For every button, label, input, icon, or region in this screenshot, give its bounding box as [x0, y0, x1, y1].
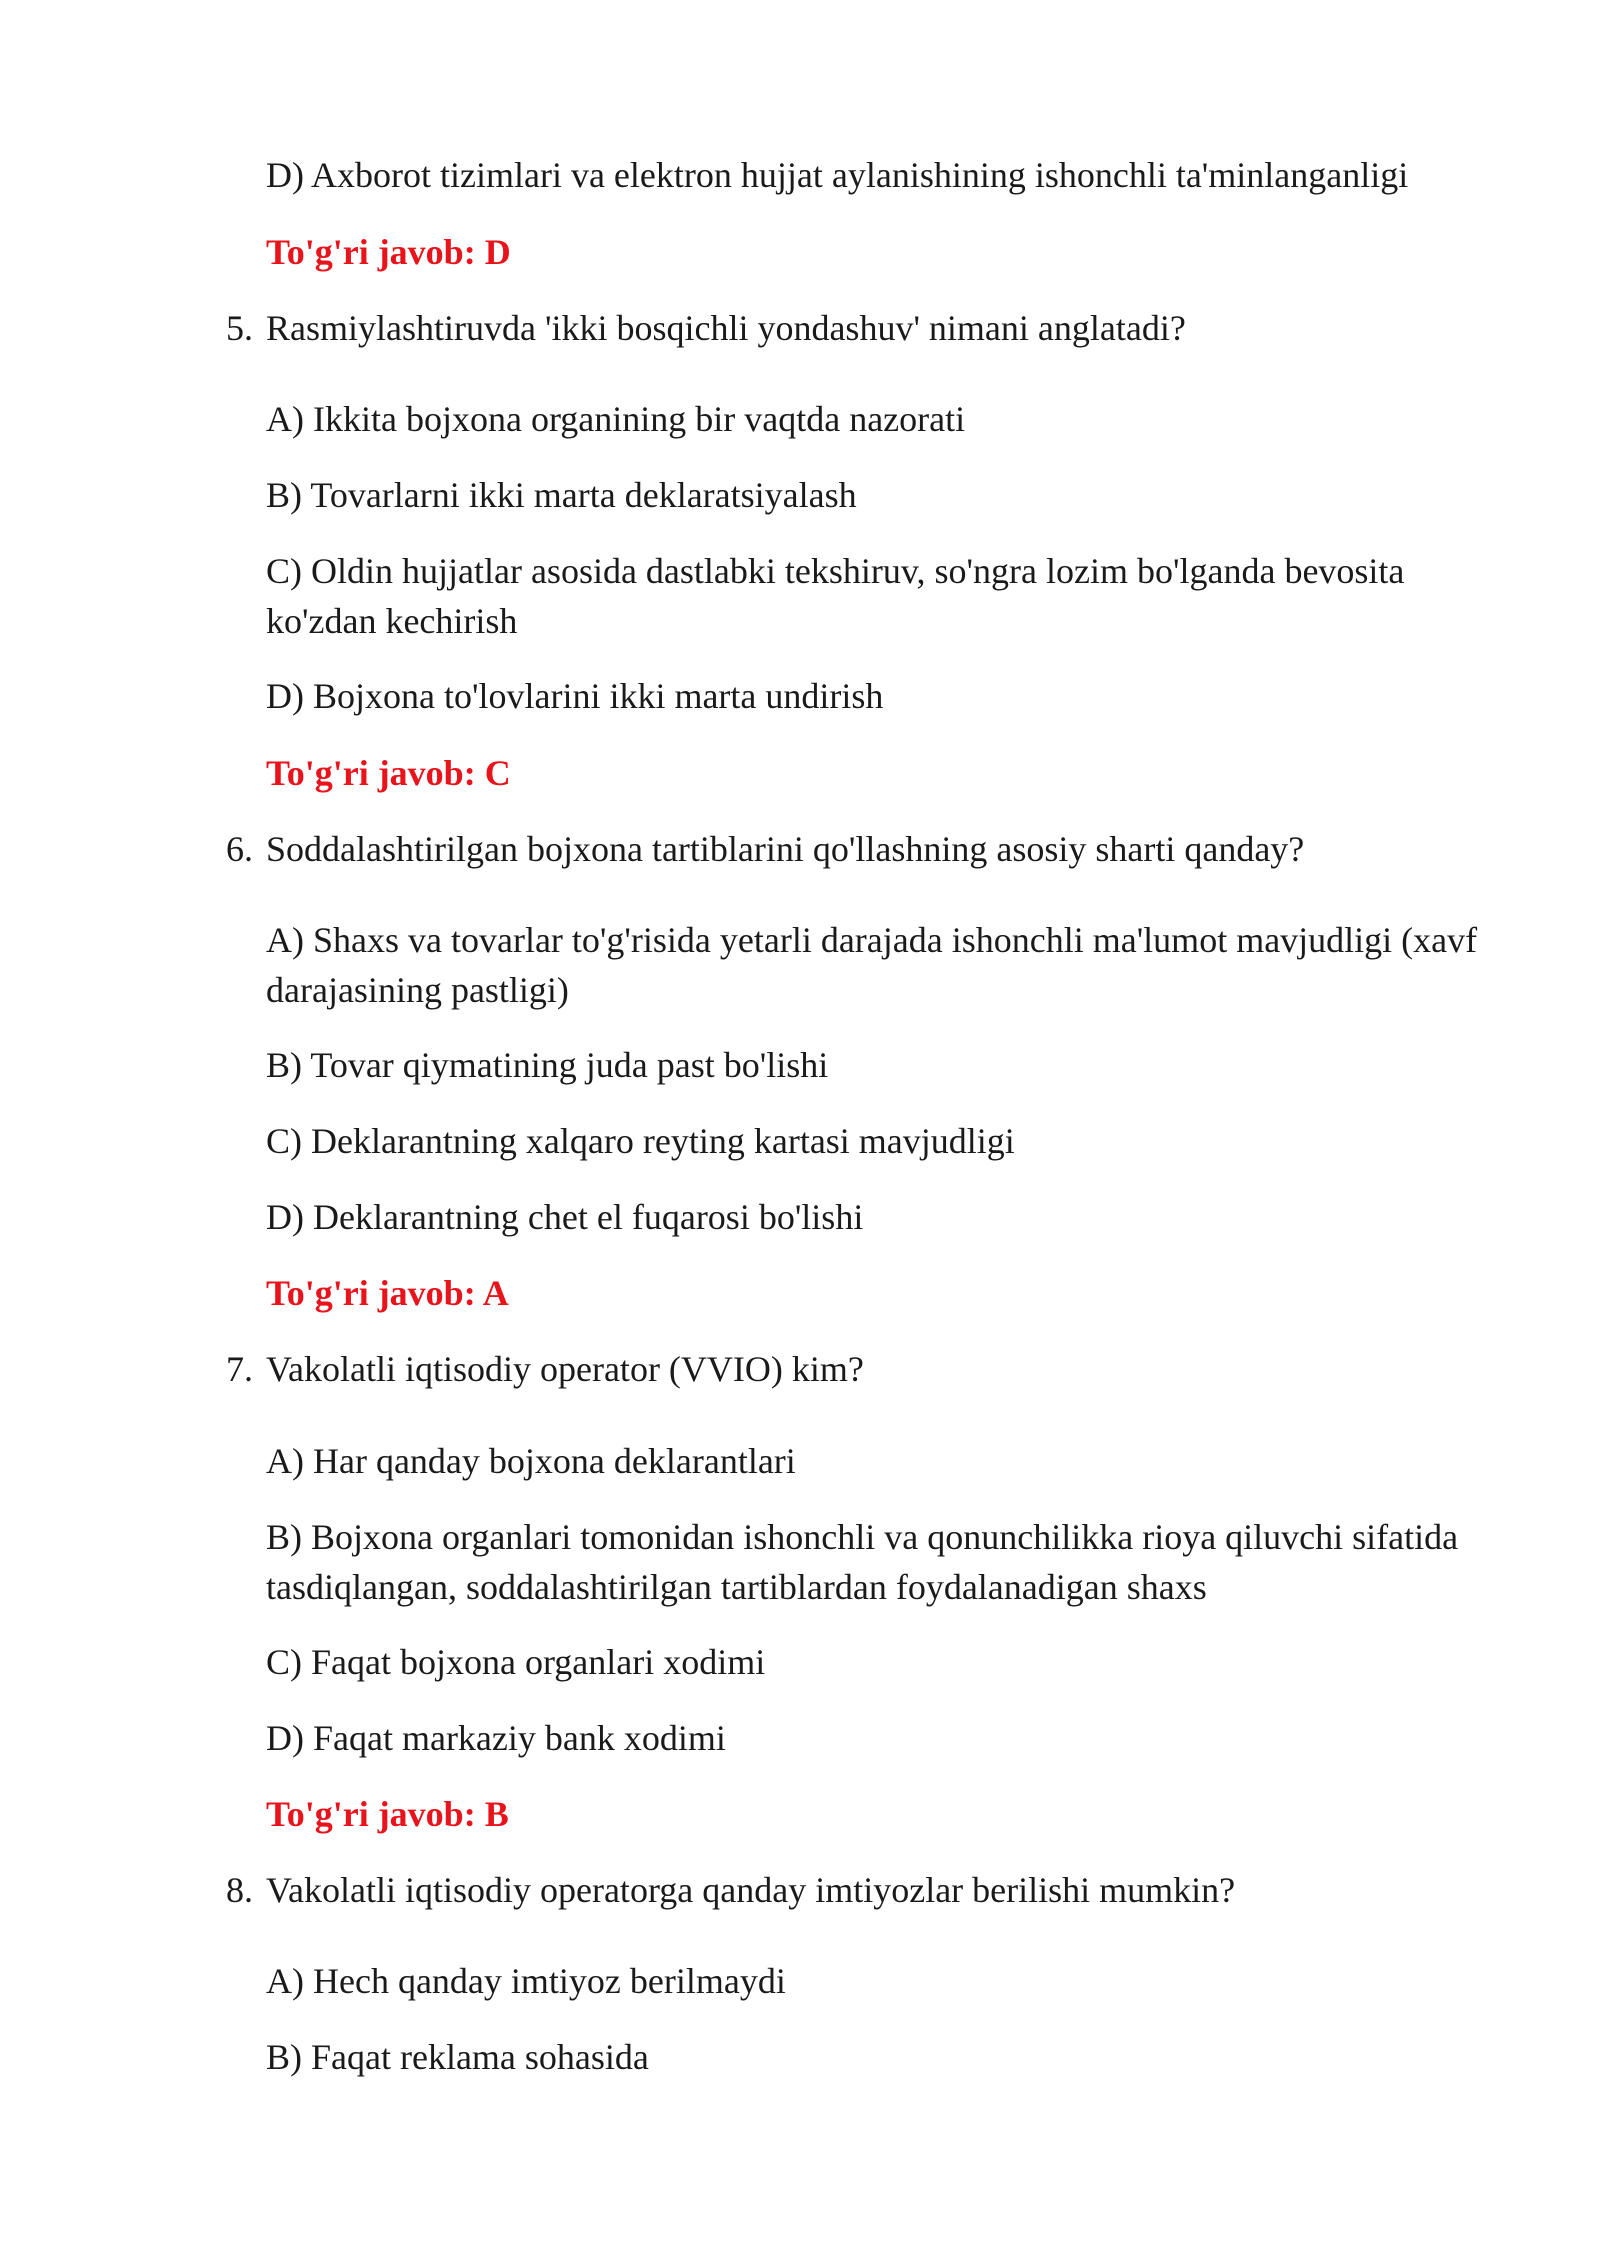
- q7-option-a: A) Har qanday bojxona deklarantlari: [266, 1441, 796, 1481]
- q6-option-b: B) Tovar qiymatining juda past bo'lishi: [266, 1045, 829, 1085]
- q6-correct-answer: To'g'ri javob: A: [266, 1273, 509, 1313]
- q6-text: Soddalashtirilgan bojxona tartiblarini qo'llashning asosiy sharti qanday?: [266, 829, 1305, 869]
- q4-correct-answer: To'g'ri javob: D: [266, 232, 511, 272]
- q8-option-b: B) Faqat reklama sohasida: [266, 2037, 649, 2077]
- q8-number: 8.: [226, 1870, 253, 1910]
- q6-question: [226, 824, 1304, 874]
- q5-option-c: C) Oldin hujjatlar asosida dastlabki tekshiruv, so'ngra lozim bo'lganda bevosita ko'zdan kechirish: [266, 551, 1405, 641]
- q7-option-b: B) Bojxona organlari tomonidan ishonchli va qonunchilikka rioya qiluvchi sifatida tasdiqlangan, soddalashtirilgan tartiblardan foydalanadigan shaxs: [266, 1517, 1459, 1607]
- q6-option-c: C) Deklarantning xalqaro reyting kartasi mavjudligi: [266, 1121, 1015, 1161]
- q6-option-a: A) Shaxs va tovarlar to'g'risida yetarli darajada ishonchli ma'lumot mavjudligi (xavf darajasining pastligi): [266, 920, 1478, 1010]
- q6-option-d: D) Deklarantning chet el fuqarosi bo'lishi: [266, 1197, 864, 1237]
- q5-option-a: A) Ikkita bojxona organining bir vaqtda nazorati: [266, 399, 966, 439]
- q7-correct-answer: To'g'ri javob: B: [266, 1794, 509, 1834]
- q7-question: [226, 1344, 864, 1394]
- q5-number: 5.: [226, 308, 253, 348]
- q5-correct-answer: To'g'ri javob: C: [266, 753, 511, 793]
- q5-question: [226, 303, 1186, 353]
- q5-option-b: B) Tovarlarni ikki marta deklaratsiyalash: [266, 475, 857, 515]
- q7-option-c: C) Faqat bojxona organlari xodimi: [266, 1642, 766, 1682]
- q8-question: [226, 1865, 1235, 1915]
- q4-option-d: D) Axborot tizimlari va elektron hujjat aylanishining ishonchli ta'minlanganligi: [266, 155, 1409, 195]
- q7-text: Vakolatli iqtisodiy operator (VVIO) kim?: [266, 1349, 864, 1389]
- q8-option-a: A) Hech qanday imtiyoz berilmaydi: [266, 1961, 786, 2001]
- q8-text: Vakolatli iqtisodiy operatorga qanday imtiyozlar berilishi mumkin?: [266, 1870, 1236, 1910]
- q5-option-d: D) Bojxona to'lovlarini ikki marta undirish: [266, 676, 884, 716]
- q5-text: Rasmiylashtiruvda 'ikki bosqichli yondashuv' nimani anglatadi?: [266, 308, 1186, 348]
- q7-option-d: D) Faqat markaziy bank xodimi: [266, 1718, 726, 1758]
- q7-number: 7.: [226, 1349, 253, 1389]
- q6-number: 6.: [226, 829, 253, 869]
